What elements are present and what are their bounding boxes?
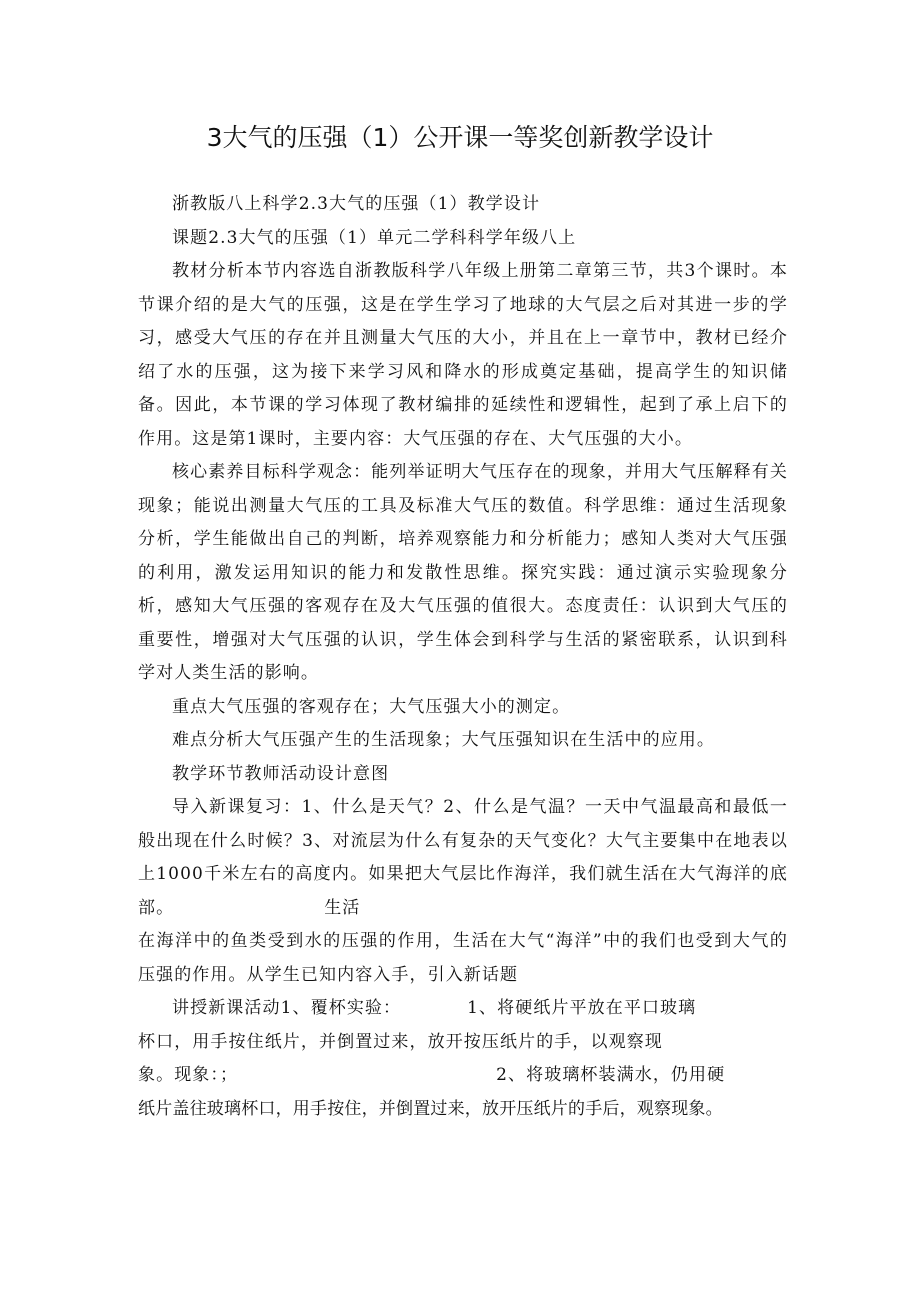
lecture-line1-left: 讲授新课活动1、覆杯实验： <box>172 998 402 1018</box>
document-body <box>138 188 788 1126</box>
paragraph-material-analysis: 教材分析本节内容选自浙教版科学八年级上册第二章第三节，共3个课时。本节课介绍的是大气的压强，这是在学生学习了地球的大气层之后对其进一步的学习，感受大气压的存在并且测量大气压的大小，并且在上一章节中，教材已经介绍了水的压强，这为接下来学习风和降水的形成奠定基础，提高学生的知识储备。因此，本节课的学习体现了教材编排的延续性和逻辑性，起到了承上启下的作用。这是第1课时，主要内容：大气压强的存在、大气压强的大小。 <box>138 261 788 449</box>
paragraph-difficulties: 难点分析大气压强产生的生活现象；大气压强知识在生活中的应用。 <box>172 730 715 750</box>
paragraph-intro-rest: 在海洋中的鱼类受到水的压强的作用，生活在大气“海洋”中的我们也受到大气的压强的作用。从学生已知内容入手，引入新话题 <box>138 931 788 985</box>
paragraph-lecture-line4: 纸片盖往玻璃杯口，用手按住，并倒置过来，放开压纸片的手后，观察现象。 <box>138 1098 723 1119</box>
paragraph-lecture-line3 <box>138 1059 788 1093</box>
paragraph-edition: 浙教版八上科学2.3大气的压强（1）教学设计 <box>172 194 541 214</box>
lecture-line3-right: 2、将玻璃杯装满水，仍用硬 <box>496 1065 726 1085</box>
document-title: 3大气的压强（1）公开课一等奖创新教学设计 <box>206 123 714 152</box>
paragraph-intro <box>138 791 788 925</box>
paragraph-teaching-header: 教学环节教师活动设计意图 <box>172 763 390 784</box>
intro-main-text: 导入新课复习：1、什么是天气？2、什么是气温？一天中气温最高和最低一般出现在什么时候？3、对流层为什么有复杂的天气变化？大气主要集中在地表以上1000千米左右的高度内。如果把大气层比作海洋，我们就生活在大气海洋的底部。 <box>138 797 788 918</box>
intro-side-text: 生活 <box>324 897 361 918</box>
paragraph-topic: 课题2.3大气的压强（1）单元二学科科学年级八上 <box>172 227 577 248</box>
paragraph-key-points: 重点大气压强的客观存在；大气压强大小的测定。 <box>172 696 571 717</box>
paragraph-lecture-line2: 杯口，用手按住纸片，并倒置过来，放开按压纸片的手，以观察现 <box>138 1031 663 1052</box>
paragraph-lecture-line1 <box>138 992 788 1026</box>
paragraph-core-goals: 核心素养目标科学观念：能列举证明大气压存在的现象，并用大气压解释有关现象；能说出测量大气压的工具及标准大气压的数值。科学思维：通过生活现象分析，学生能做出自己的判断，培养观察能力和分析能力；感知人类对大气压强的利用，激发运用知识的能力和发散性思维。探究实践：通过演示实验现象分析，感知大气压强的客观存在及大气压强的值很大。态度责任：认识到大气压的重要性，增强对大气压强的认识，学生体会到科学与生活的紧密联系，认识到科学对人类生活的影响。 <box>138 462 788 683</box>
lecture-line3-left: 象。现象：； <box>138 1065 239 1085</box>
lecture-line1-right: 1、将硬纸片平放在平口玻璃 <box>467 998 697 1018</box>
